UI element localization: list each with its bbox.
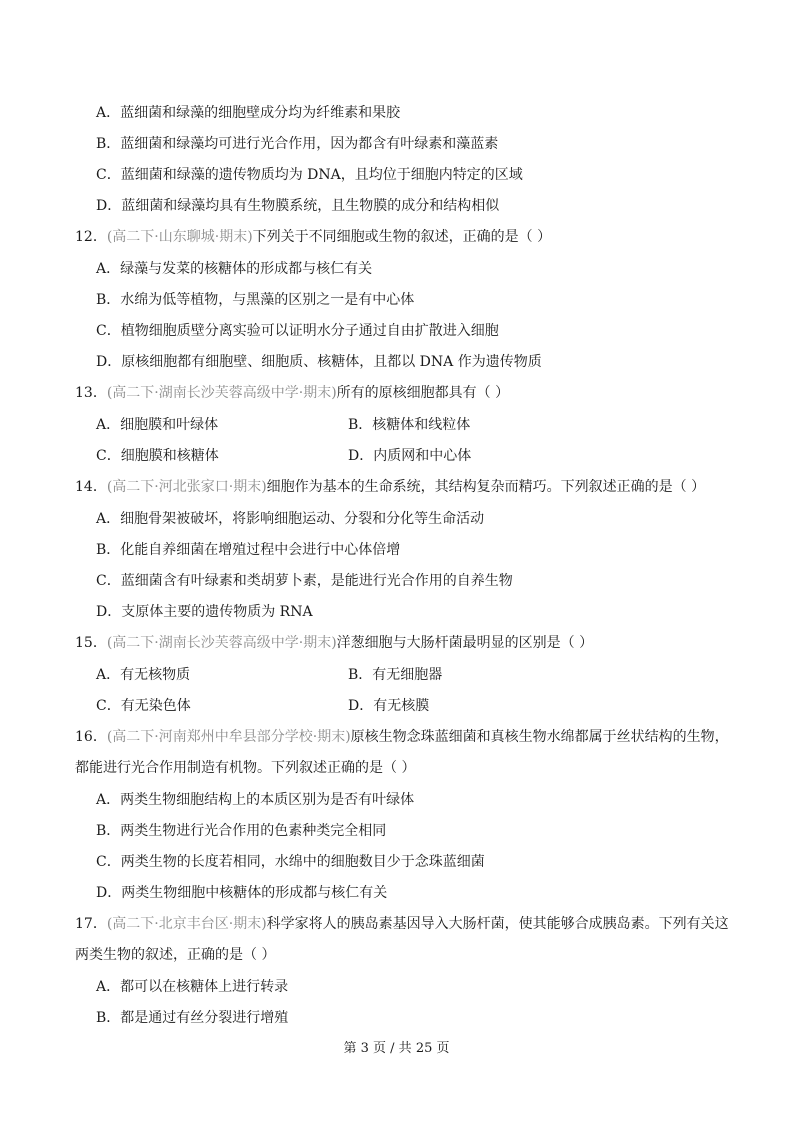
question-source: (高二下·湖南长沙芙蓉高级中学·期末) xyxy=(106,635,337,651)
q17-stem xyxy=(75,915,729,933)
q14-option-d: D．支原体主要的遗传物质为 RNA xyxy=(96,604,313,620)
q16-option-d: D．两类生物细胞中核糖体的形成都与核仁有关 xyxy=(96,885,388,901)
q11-option-a: A．蓝细菌和绿藻的细胞壁成分均为纤维素和果胶 xyxy=(96,105,401,121)
question-source: (高二下·河北张家口·期末) xyxy=(106,479,267,495)
q17-stem-continued: 两类生物的叙述，正确的是（ ） xyxy=(75,947,276,963)
q16-stem-continued: 都能进行光合作用制造有机物。下列叙述正确的是（ ） xyxy=(75,760,416,776)
q15-stem xyxy=(75,634,593,652)
question-text: 原核生物念珠蓝细菌和真核生物水绵都属于丝状结构的生物， xyxy=(350,729,729,745)
question-source: (高二下·湖南长沙芙蓉高级中学·期末) xyxy=(106,385,337,401)
question-text: 洋葱细胞与大肠杆菌最明显的区别是（ ） xyxy=(336,635,594,651)
q15-option-a: A．有无核物质 xyxy=(96,667,191,683)
q17-option-a: A．都可以在核糖体上进行转录 xyxy=(96,979,289,995)
q12-option-a: A．绿藻与发菜的核糖体的形成都与核仁有关 xyxy=(96,261,373,277)
question-text: 所有的原核细胞都具有（ ） xyxy=(336,385,510,401)
page-footer: 第 3 页 / 共 25 页 xyxy=(343,1041,450,1056)
q12-option-c: C．植物细胞质壁分离实验可以证明水分子通过自由扩散进入细胞 xyxy=(96,323,499,339)
question-text: 细胞作为基本的生命系统，其结构复杂而精巧。下列叙述正确的是（ ） xyxy=(266,479,706,495)
q13-option-d: D．内质网和中心体 xyxy=(348,448,472,464)
q14-option-b: B．化能自养细菌在增殖过程中会进行中心体倍增 xyxy=(96,542,401,558)
q16-option-c: C．两类生物的长度若相同，水绵中的细胞数目少于念珠蓝细菌 xyxy=(96,854,485,870)
q13-option-c: C．细胞膜和核糖体 xyxy=(96,448,219,464)
question-number: 14． xyxy=(75,479,107,495)
question-text: 科学家将人的胰岛素基因导入大肠杆菌，使其能够合成胰岛素。下列有关这 xyxy=(266,916,729,932)
q16-stem xyxy=(75,728,729,746)
question-number: 15． xyxy=(75,635,107,651)
q12-option-b: B．水绵为低等植物，与黑藻的区别之一是有中心体 xyxy=(96,292,415,308)
q13-stem xyxy=(75,384,509,402)
q12-stem xyxy=(75,228,551,246)
q15-option-d: D．有无核膜 xyxy=(348,698,430,714)
q14-stem xyxy=(75,478,705,496)
question-source: (高二下·北京丰台区·期末) xyxy=(106,916,267,932)
q17-option-b: B．都是通过有丝分裂进行增殖 xyxy=(96,1010,289,1026)
q16-option-b: B．两类生物进行光合作用的色素种类完全相同 xyxy=(96,823,387,839)
q13-option-a: A．细胞膜和叶绿体 xyxy=(96,417,219,433)
q15-option-c: C．有无染色体 xyxy=(96,698,191,714)
q11-option-d: D．蓝细菌和绿藻均具有生物膜系统，且生物膜的成分和结构相似 xyxy=(96,198,500,214)
question-number: 12． xyxy=(75,229,107,245)
q14-option-c: C．蓝细菌含有叶绿素和类胡萝卜素，是能进行光合作用的自养生物 xyxy=(96,573,513,589)
q12-option-d: D．原核细胞都有细胞壁、细胞质、核糖体，且都以 DNA 作为遗传物质 xyxy=(96,354,542,370)
q14-option-a: A．细胞骨架被破坏，将影响细胞运动、分裂和分化等生命活动 xyxy=(96,511,485,527)
q11-option-b: B．蓝细菌和绿藻均可进行光合作用，因为都含有叶绿素和藻蓝素 xyxy=(96,136,499,152)
q11-option-c: C．蓝细菌和绿藻的遗传物质均为 DNA，且均位于细胞内特定的区域 xyxy=(96,167,523,183)
question-number: 13． xyxy=(75,385,107,401)
q15-option-b: B．有无细胞器 xyxy=(348,667,443,683)
question-number: 16． xyxy=(75,729,107,745)
q16-option-a: A．两类生物细胞结构上的本质区别为是否有叶绿体 xyxy=(96,792,415,808)
question-text: 下列关于不同细胞或生物的叙述，正确的是（ ） xyxy=(252,229,552,245)
question-source: (高二下·河南郑州中牟县部分学校·期末) xyxy=(106,729,351,745)
q13-option-b: B．核糖体和线粒体 xyxy=(348,417,471,433)
question-source: (高二下·山东聊城·期末) xyxy=(106,229,253,245)
question-number: 17． xyxy=(75,916,107,932)
